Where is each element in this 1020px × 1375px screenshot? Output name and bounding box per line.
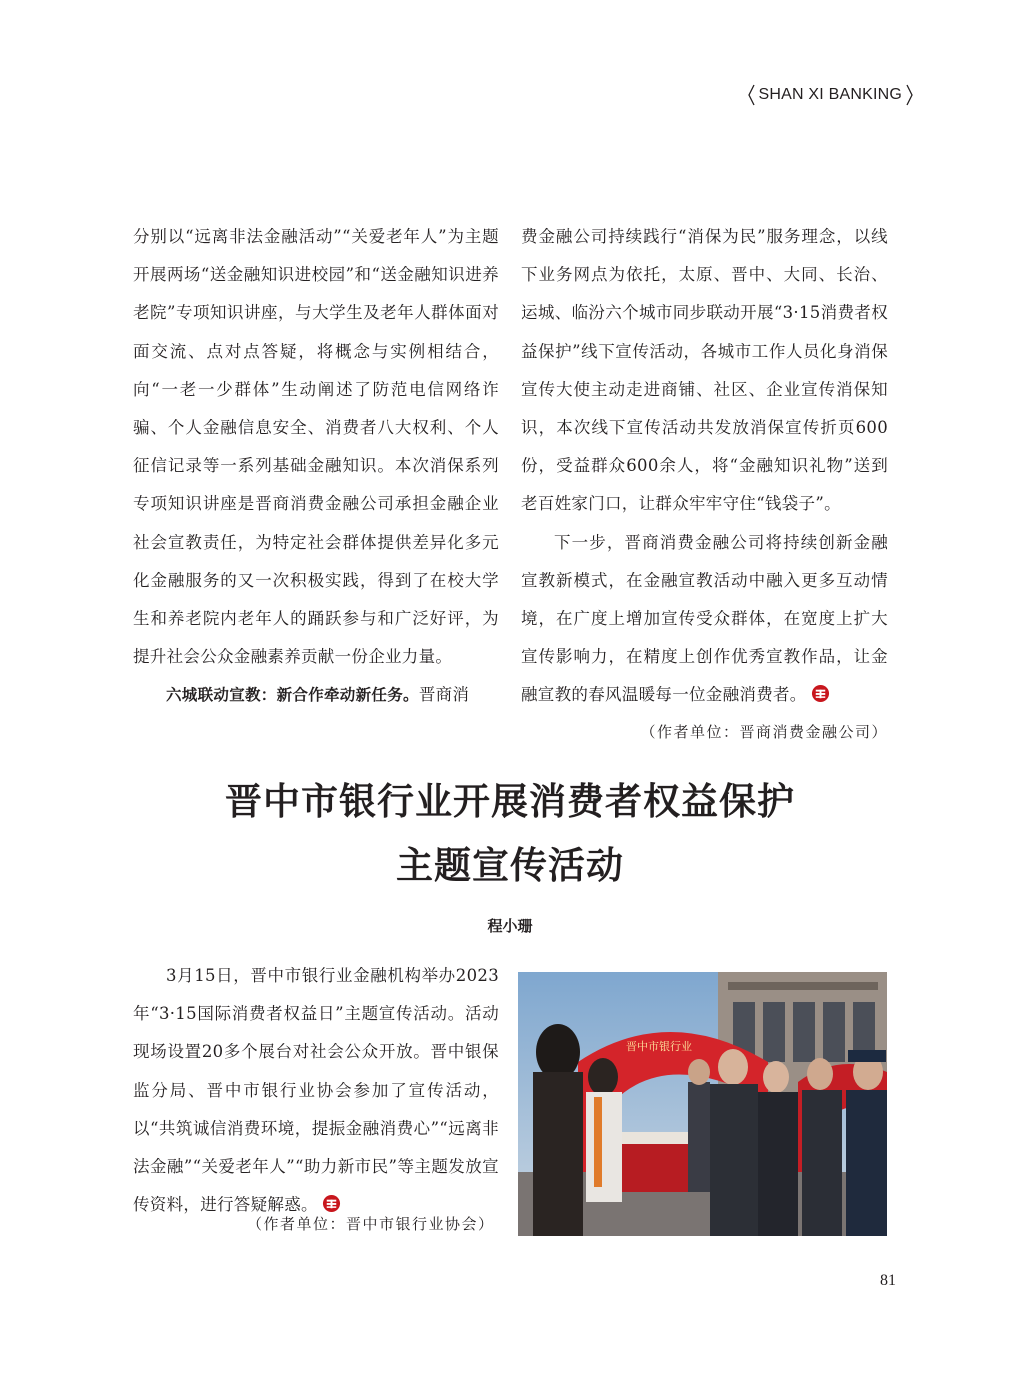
article2-title-line-1: 晋中市银行业开展消费者权益保护 — [225, 779, 795, 823]
article1-author-affiliation: （作者单位：晋商消费金融公司） — [640, 723, 888, 741]
arch-banner-text: 晋中市银行业 — [626, 1040, 692, 1053]
article1-right-paragraph-2-text: 下一步，晋商消费金融公司将持续创新金融宣教新模式，在金融宣教活动中融入更多互动情境，在广度上增加宣传受众群体，在宽度上扩大宣传影响力，在精度上创作优秀宣教作品，让金融宣教的春风温暖每一位金融消费者。 — [521, 532, 888, 705]
article1-subheading: 六城联动宣教：新合作牵动新任务。 — [166, 686, 419, 705]
right-bracket-icon — [906, 84, 914, 106]
article2-paragraph-text: 3月15日，晋中市银行业金融机构举办2023年“3·15国际消费者权益日”主题宣传活动。活动现场设置20多个展台对社会公众开放。晋中银保监分局、晋中市银行业协会参加了宣传活动，以“共筑诚信消费环境，提振金融消费心”“远离非法金融”“关爱老年人”“助力新市民”等主题发放宣传资料，进行答疑解惑。 — [133, 966, 499, 1215]
article2-title-line-2: 主题宣传活动 — [396, 843, 624, 887]
article2-author-affiliation: （作者单位：晋中市银行业协会） — [247, 1215, 495, 1233]
page-number: 81 — [880, 1272, 896, 1289]
article1-paragraph-continued: 分别以“远离非法金融活动”“关爱老年人”为主题开展两场“送金融知识进校园”和“送金融知识进养老院”专项知识讲座，与大学生及老年人群体面对面交流、点对点答疑，将概念与实例相结合，向“一老一少群体”生动阐述了防范电信网络诈骗、个人金融信息安全、消费者八大权利、个人征信记录等一系列基础金融知识。本次消保系列专项知识讲座是晋商消费金融公司承担金融企业社会宣教责任，为特定社会群体提供差异化多元化金融服务的又一次积极实践，得到了在校大学生和养老院内老年人的踊跃参与和广泛好评，为提升社会公众金融素养贡献一份企业力量。 — [133, 227, 499, 667]
section-header-text: SHAN XI BANKING — [758, 86, 902, 103]
left-bracket-icon — [747, 84, 755, 106]
article2-author: 程小珊 — [487, 917, 533, 935]
event-photo — [518, 972, 887, 1236]
article1-subheading-paragraph — [133, 676, 499, 714]
article1-right-paragraph-2 — [521, 524, 888, 715]
event-photo-illustration — [518, 972, 887, 1236]
article-end-mark-icon — [811, 684, 830, 703]
article1-subheading-tail: 晋商消 — [418, 685, 470, 705]
article2-body — [133, 957, 499, 1224]
article1-left-column — [133, 218, 499, 715]
section-header-tag — [747, 84, 912, 106]
article2-paragraph — [133, 957, 499, 1224]
article-end-mark-icon — [322, 1194, 341, 1213]
article1-right-column — [521, 218, 888, 715]
article1-right-paragraph-1: 费金融公司持续践行“消保为民”服务理念，以线下业务网点为依托，太原、晋中、大同、长治、运城、临汾六个城市同步联动开展“3·15消费者权益保护”线下宣传活动，各城市工作人员化身消保宣传大使主动走进商铺、社区、企业宣传消保知识，本次线下宣传活动共发放消保宣传折页600份，受益群众600余人，将“金融知识礼物”送到老百姓家门口，让群众牢牢守住“钱袋子”。 — [521, 227, 888, 514]
